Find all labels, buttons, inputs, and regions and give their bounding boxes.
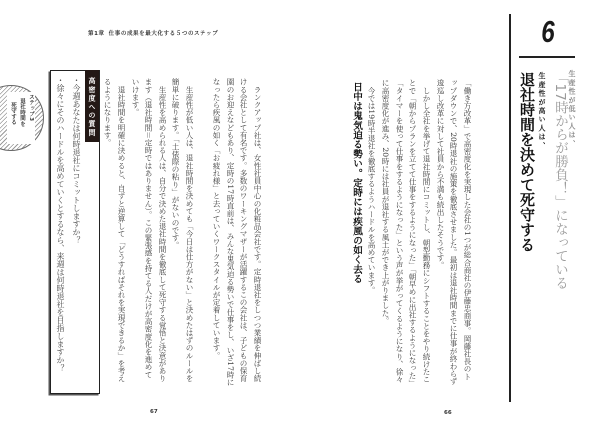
body-column: 生産性が低い人は、退社時間を決めても「今日は仕方がない」と決めたはずのルールを — [185, 78, 194, 382]
body-column: 「働き方改革」で高密度化を実現した会社の1つが総合商社の伊藤忠商事。岡藤社長のト — [463, 79, 472, 381]
page-title: 退社時間を決めて死守する — [518, 72, 536, 252]
body-column: に高密度化が進み、20時には社員が退社する風土ができ上がりました。 — [381, 79, 390, 325]
body-column: ップダウンで、20時退社の施策を徹底させました。最初は退社時間までに仕事が終わらず — [449, 79, 458, 386]
body-column: 今では19時半退社を徹底するようハードルを高めています。 — [367, 79, 376, 294]
body-column: 逡巡し改革に対して社員から不満も続出したそうです。 — [436, 79, 445, 269]
body-column: 簡単に破ります。「土俵際の粘り」がないのです。 — [171, 78, 180, 249]
body-column: ランクアップ社は、女性社員中心の化粧品会社です。定時退社をしつつ業績を伸ばし続 — [253, 78, 262, 382]
section-subheading: 日中は鬼気迫る勢い。定時には疾風の如く去る — [351, 82, 362, 284]
question-item: ・今週あなたは何時退社にコミットしますか？ — [72, 76, 81, 244]
page-number: 66 — [444, 410, 452, 416]
body-column: ける会社として有名です。多数のワーキングマザーが活躍するこの会社は、子どもの保育 — [239, 78, 248, 382]
section-number: 6 — [541, 14, 555, 49]
body-column: 生産性を高められる人は、自分で決めた退社時間を徹底して死守する覚悟と決意があり — [158, 78, 167, 382]
chapter-label: 第1章 — [88, 31, 105, 37]
body-column: ます（退社時間＝定時ではありません）。この緊張感を持てる人だけが高密度化を進めて — [144, 78, 153, 379]
body-column: いけます。 — [131, 78, 140, 116]
title-low-productivity-label: 生産性が低い人は、 — [568, 70, 576, 149]
section-number-rule — [519, 56, 575, 58]
body-column: 園のお迎えなどもあり、定時の17時直前は、みんな鬼気迫る勢いで仕事をし、いざ17時に — [226, 78, 235, 387]
title-high-productivity-label: 生産性が高い人は、 — [538, 72, 546, 151]
step-badge-line: 退社時間を — [19, 98, 25, 127]
title-divider-line — [509, 14, 511, 402]
title-low-productivity-text: 「17時からが勝負！」になっている — [552, 70, 568, 290]
chapter-title: 仕事の成果を最大化する５つのステップ — [108, 31, 219, 37]
question-box-title: 高密度への質問 — [85, 70, 99, 142]
body-column: なったら疾風の如く「お疲れ様」と去っていくワークスタイルが定着しています。 — [212, 78, 221, 360]
body-column: とで「朝からプランを立てて仕事をするようになった」「朝早めに出社するようになった」 — [408, 79, 417, 387]
body-column: 退社時間を明確に決めると、自ずと逆算して「どうすればそれを実現できるか」を考え — [117, 78, 126, 382]
step-badge-line: 死守する — [10, 102, 16, 126]
step-badge-line: ステップ3 — [28, 94, 34, 122]
body-column: るようになります。 — [103, 78, 112, 147]
body-column: 「タイマーを使って仕事をするようになった」という声が挙がってくるようになり、徐々 — [395, 79, 404, 383]
question-item: ・徐々にそのハードルを高めていくとするなら、来週は何時退社を目指しますか？ — [56, 76, 65, 372]
body-column: しかし全社を挙げて退社時間にコミットし、朝型勤務にシフトすることをやり続けたこ — [422, 79, 431, 383]
running-header — [88, 29, 218, 37]
page-number: 67 — [150, 409, 158, 415]
